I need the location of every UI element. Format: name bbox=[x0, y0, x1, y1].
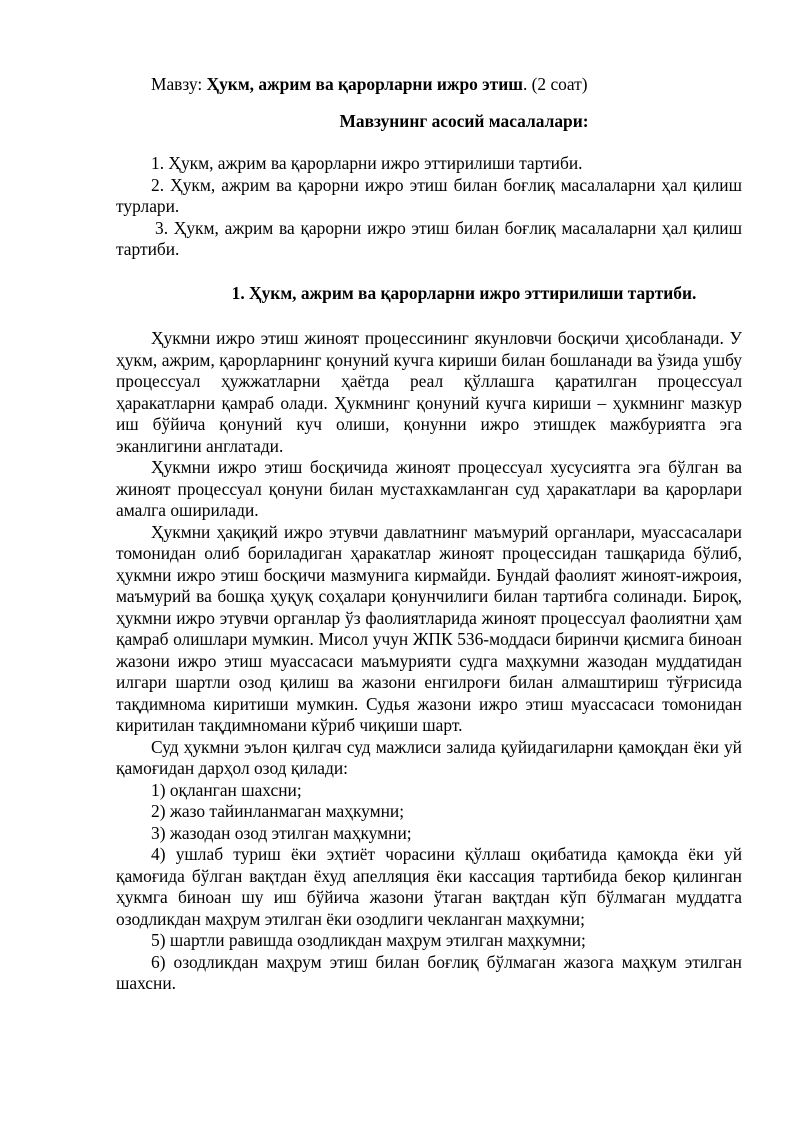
release-list-item: 4) ушлаб туриш ёки эҳтиёт чорасини қўллаш оқибатида қамоқда ёки уй қамоғида бўлган вақтдан ёхуд апелляция ёки кассация тартибида бекор қилинган ҳукмга биноан шу иш бўйича жазони ўтаган вақтдан кўп бўлмаган муддатга озодликдан маҳрум этилган ёки озодлиги чекланган маҳкумни; bbox=[116, 844, 742, 929]
body-paragraph: Ҳукмни ижро этиш жиноят процессининг якунловчи босқичи ҳисобланади. У ҳукм, ажрим, қарорларнинг қонуний кучга кириши билан бошланади ва ўзида ушбу процессуал ҳужжатларни ҳаётда реал қўллашга қаратилган процессуал ҳаракатларни қамраб олади. Ҳукмнинг қонуний кучга кириши – ҳукмнинг мазкур иш бўйича қонуний куч олиши, қонунни ижро этишдек мажбуриятга эга эканлигини англатади. bbox=[116, 328, 742, 456]
topic-suffix: . (2 соат) bbox=[522, 74, 588, 94]
release-list-item: 2) жазо тайинланмаган маҳкумни; bbox=[151, 801, 405, 821]
section-heading: 1. Ҳукм, ажрим ва қарорларни ижро эттирилиши тартиби. bbox=[231, 282, 697, 303]
release-list-item: 5) шартли равишда озодликдан маҳрум этилган маҳкумни; bbox=[151, 930, 586, 950]
topic-prefix: Мавзу: bbox=[151, 74, 207, 94]
issue-item: 1. Ҳукм, ажрим ва қарорларни ижро эттирилиши тартиби. bbox=[151, 153, 583, 173]
body-paragraph: Суд ҳукмни эълон қилгач суд мажлиси залида қуйидагиларни қамоқдан ёки уй қамоғидан дарҳол озод қилади: bbox=[116, 736, 742, 778]
issue-item: 2. Ҳукм, ажрим ва қарорни ижро этиш билан боғлиқ масалаларни ҳал қилиш турлари. bbox=[116, 174, 742, 216]
topic-line bbox=[116, 74, 742, 96]
document-page bbox=[116, 74, 742, 995]
release-list-item: 1) оқланган шахсни; bbox=[151, 779, 302, 800]
body-paragraph: Ҳукмни ҳақиқий ижро этувчи давлатнинг маъмурий органлари, муассасалари томонидан олиб бориладиган ҳаракатлар жиноят процессидан ташқарида бўлиб, ҳукмни ижро этиш босқичи мазмунига кирмайди. Бундай фаолият жиноят-ижроия, маъмурий ва бошқа ҳуқуқ соҳалари қонунчилиги билан тартибга солинади. Бироқ, ҳукмни ижро этувчи органлар ўз фаолиятларида жиноят процессуал фаолиятни ҳам қамраб олишлари мумкин. Мисол учун ЖПК 536-моддаси биринчи қисмига биноан жазони ижро этиш муассасаси маъмурияти судга маҳкумни жазодан муддатидан илгари шартли озод қилиш ва жазони енгилроғи билан алмаштириш тўғрисида тақдимнома киритиши мумкин. Судья жазони ижро этиш муассасаси томонидан киритилан тақдимномани кўриб чиқиши шарт. bbox=[116, 521, 742, 735]
main-issues-heading: Мавзунинг асосий масалалари: bbox=[339, 110, 589, 131]
issue-item: 3. Ҳукм, ажрим ва қарорни ижро этиш билан боғлиқ масалаларни ҳал қилиш тартиби. bbox=[116, 217, 742, 259]
release-list-item: 6) озодликдан маҳрум этиш билан боғлиқ бўлмаган жазога маҳкум этилган шахсни. bbox=[116, 951, 742, 993]
release-list-item: 3) жазодан озод этилган маҳкумни; bbox=[151, 822, 412, 843]
topic-title: Ҳукм, ажрим ва қарорларни ижро этиш bbox=[206, 74, 523, 94]
body-paragraph: Ҳукмни ижро этиш босқичида жиноят процессуал хусусиятга эга бўлган ва жиноят процессуал қонуни билан мустахкамланган суд ҳаракатлари ва қарорлари амалга оширилади. bbox=[116, 457, 742, 520]
